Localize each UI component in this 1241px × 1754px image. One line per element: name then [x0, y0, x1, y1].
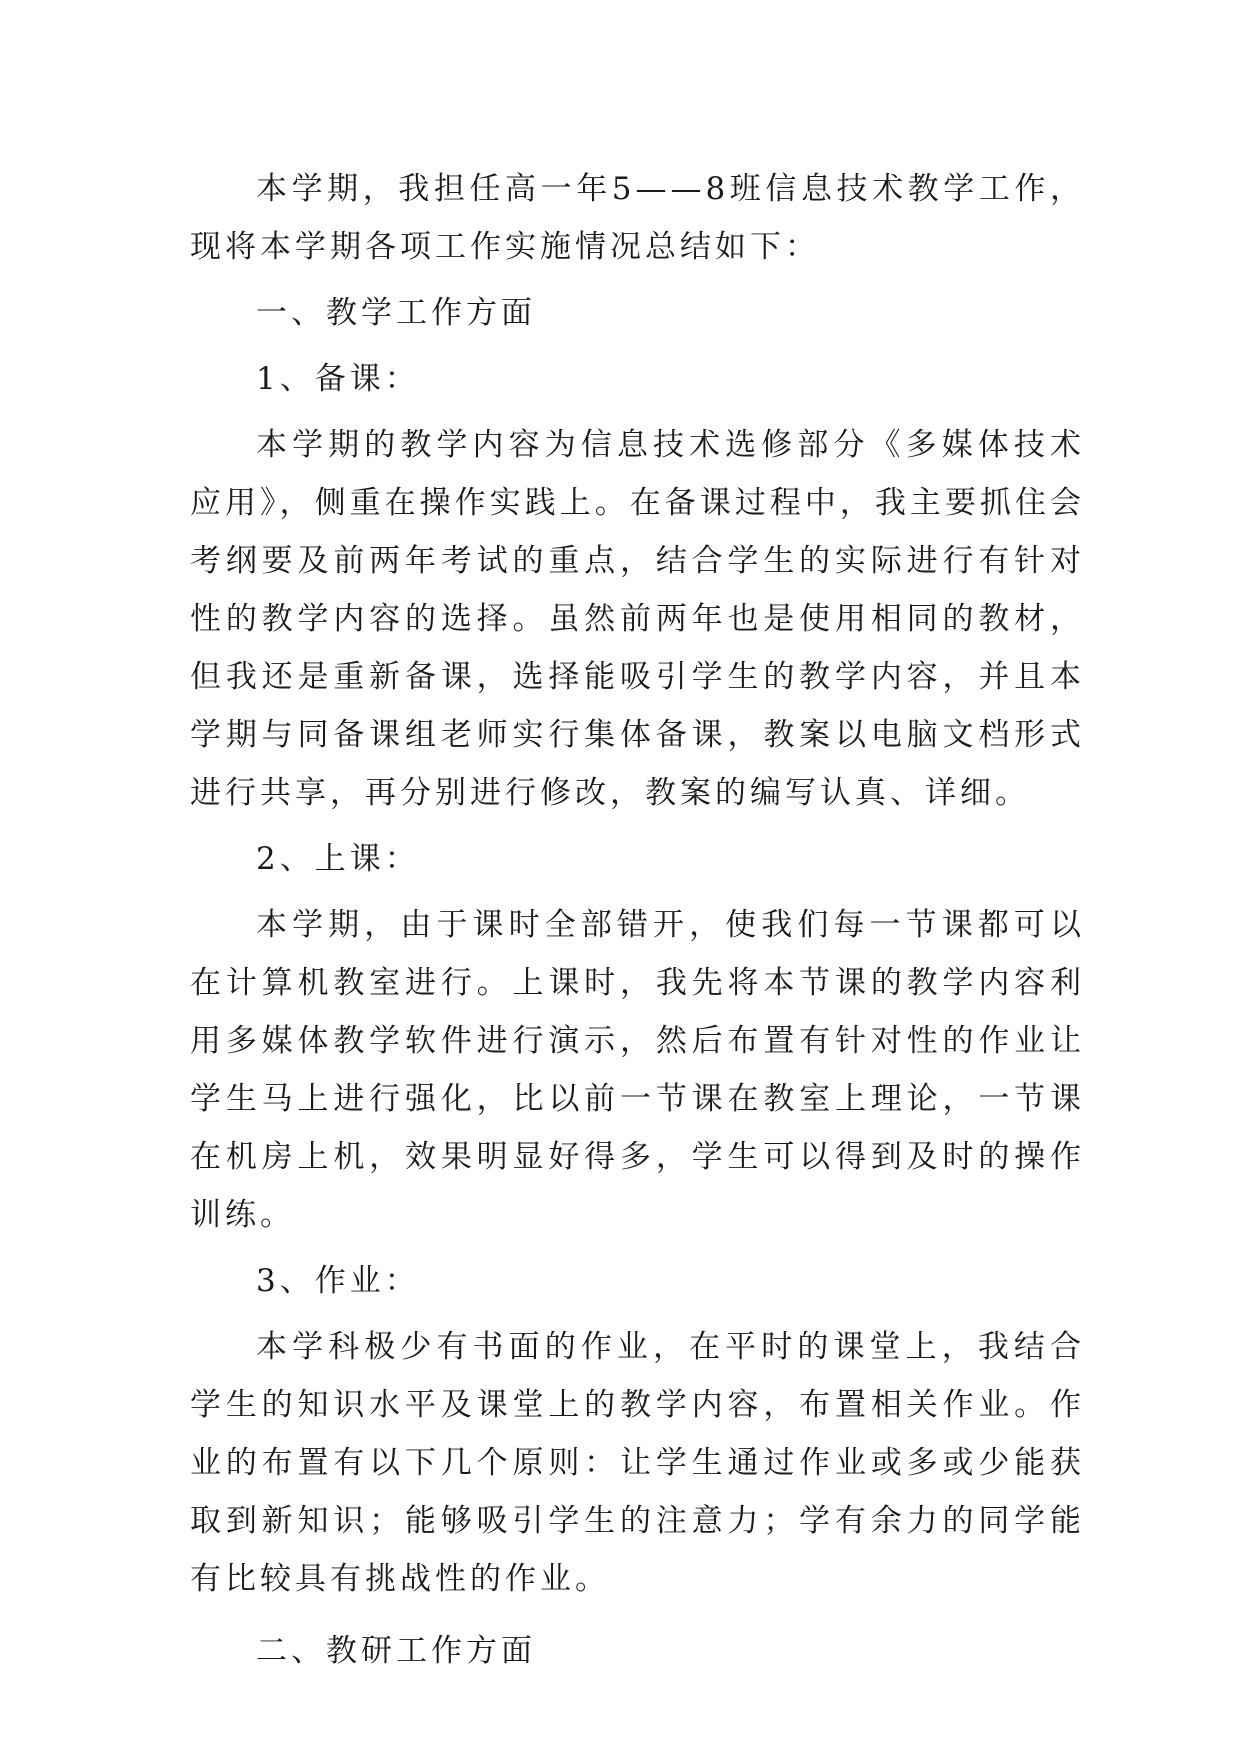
- subheading-homework: 3、作业：: [256, 1263, 420, 1299]
- paragraph-class: 本学期，由于课时全部错开，使我们每一节课都可以在计算机教室进行。上课时，我先将本节课的教学内容利用多媒体教学软件进行演示，然后布置有针对性的作业让学生马上进行强化，比以前一节课在教室上理论，一节课在机房上机，效果明显好得多，学生可以得到及时的操作训练。: [190, 907, 1085, 1233]
- paragraph-intro: 本学期，我担任高一年5——8班信息技术教学工作，现将本学期各项工作实施情况总结如下：: [190, 171, 1085, 265]
- subheading-lesson-prep: 1、备课：: [256, 361, 420, 397]
- section-heading-teaching: 一、教学工作方面: [256, 295, 536, 331]
- paragraph-lesson-prep: 本学期的教学内容为信息技术选修部分《多媒体技术应用》，侧重在操作实践上。在备课过程中，我主要抓住会考纲要及前两年考试的重点，结合学生的实际进行有针对性的教学内容的选择。虽然前两年也是使用相同的教材，但我还是重新备课，选择能吸引学生的教学内容，并且本学期与同备课组老师实行集体备课，教案以电脑文档形式进行共享，再分别进行修改，教案的编写认真、详细。: [190, 427, 1085, 811]
- section-heading-research: 二、教研工作方面: [256, 1633, 536, 1669]
- paragraph-homework: 本学科极少有书面的作业，在平时的课堂上，我结合学生的知识水平及课堂上的教学内容，布置相关作业。作业的布置有以下几个原则：让学生通过作业或多或少能获取到新知识；能够吸引学生的注意力；学有余力的同学能有比较具有挑战性的作业。: [190, 1329, 1085, 1597]
- document-body: [190, 160, 1085, 1688]
- subheading-class: 2、上课：: [256, 841, 420, 877]
